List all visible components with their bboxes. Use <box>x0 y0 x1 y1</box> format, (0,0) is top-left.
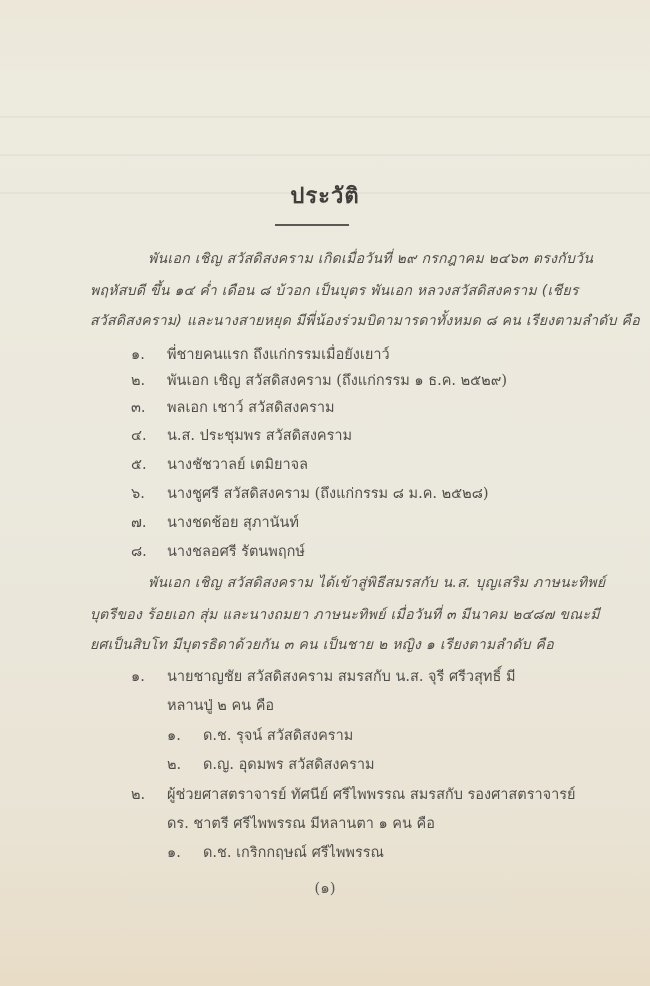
paragraph2-line: พันเอก เชิญ สวัสดิสงคราม ได้เข้าสู่พิธีสมรสกับ น.ส. บุญเสริม ภาษนะทิพย์ <box>148 575 606 591</box>
paragraph1-line: พันเอก เชิญ สวัสดิสงคราม เกิดเมื่อวันที่ ๒๙ กรกฎาคม ๒๔๖๓ ตรงกับวัน <box>148 251 594 267</box>
list-item: ๗. นางชดช้อย สุภานันท์ <box>131 515 299 531</box>
paragraph1-line: สวัสดิสงคราม) และนางสายหยุด มีพี่น้องร่วมบิดามารดาทั้งหมด ๘ คน เรียงตามลำดับ คือ <box>90 313 640 329</box>
paragraph2-line: บุตรีของ ร้อยเอก สุ่ม และนางถมยา ภาษนะทิพย์ เมื่อวันที่ ๓ มีนาคม ๒๔๘๗ ขณะมี <box>90 607 600 623</box>
child-entry: ๑. นายชาญชัย สวัสดิสงคราม สมรสกับ น.ส. จุรี ศรีวสุทธิ์ มี <box>131 669 516 685</box>
list-item: ๘. นางชลอศรี รัตนพฤกษ์ <box>131 544 305 560</box>
list-item: ๓. พลเอก เชาว์ สวัสดิสงคราม <box>131 400 335 416</box>
child-entry-cont: ดร. ชาตรี ศรีไพพรรณ มีหลานตา ๑ คน คือ <box>167 816 435 832</box>
page-title: ประวัติ <box>290 184 360 209</box>
list-item: ๕. นางชัชวาลย์ เตมิยาจล <box>131 457 309 473</box>
list-item: ๒. พันเอก เชิญ สวัสดิสงคราม (ถึงแก่กรรม ๑ ธ.ค. ๒๕๒๙) <box>131 373 507 389</box>
child-entry: ๒. ผู้ช่วยศาสตราจารย์ ทัศนีย์ ศรีไพพรรณ สมรสกับ รองศาสตราจารย์ <box>131 787 576 803</box>
list-item: ๑. พี่ชายคนแรก ถึงแก่กรรมเมื่อยังเยาว์ <box>131 347 390 363</box>
grandchild-entry: ๑. ด.ช. รุจน์ สวัสดิสงคราม <box>167 728 354 744</box>
grandchild-entry: ๒. ด.ญ. อุดมพร สวัสดิสงคราม <box>167 757 375 773</box>
grandchild-entry: ๑. ด.ช. เกริกกฤษณ์ ศรีไพพรรณ <box>167 845 384 861</box>
paragraph1-line: พฤหัสบดี ขึ้น ๑๔ ค่ำ เดือน ๘ บ้วอก เป็นบุตร พันเอก หลวงสวัสดิสงคราม (เชียร <box>90 283 579 299</box>
list-item: ๔. น.ส. ประชุมพร สวัสดิสงคราม <box>131 428 353 444</box>
child-entry-cont: หลานปู่ ๒ คน คือ <box>167 698 275 714</box>
page-number: (๑) <box>314 879 336 897</box>
title-underline <box>275 224 349 226</box>
paragraph2-line: ยศเป็นสิบโท มีบุตรธิดาด้วยกัน ๓ คน เป็นชาย ๒ หญิง ๑ เรียงตามลำดับ คือ <box>90 637 554 653</box>
list-item: ๖. นางชูศรี สวัสดิสงคราม (ถึงแก่กรรม ๘ ม.ค. ๒๕๒๘) <box>131 486 489 502</box>
